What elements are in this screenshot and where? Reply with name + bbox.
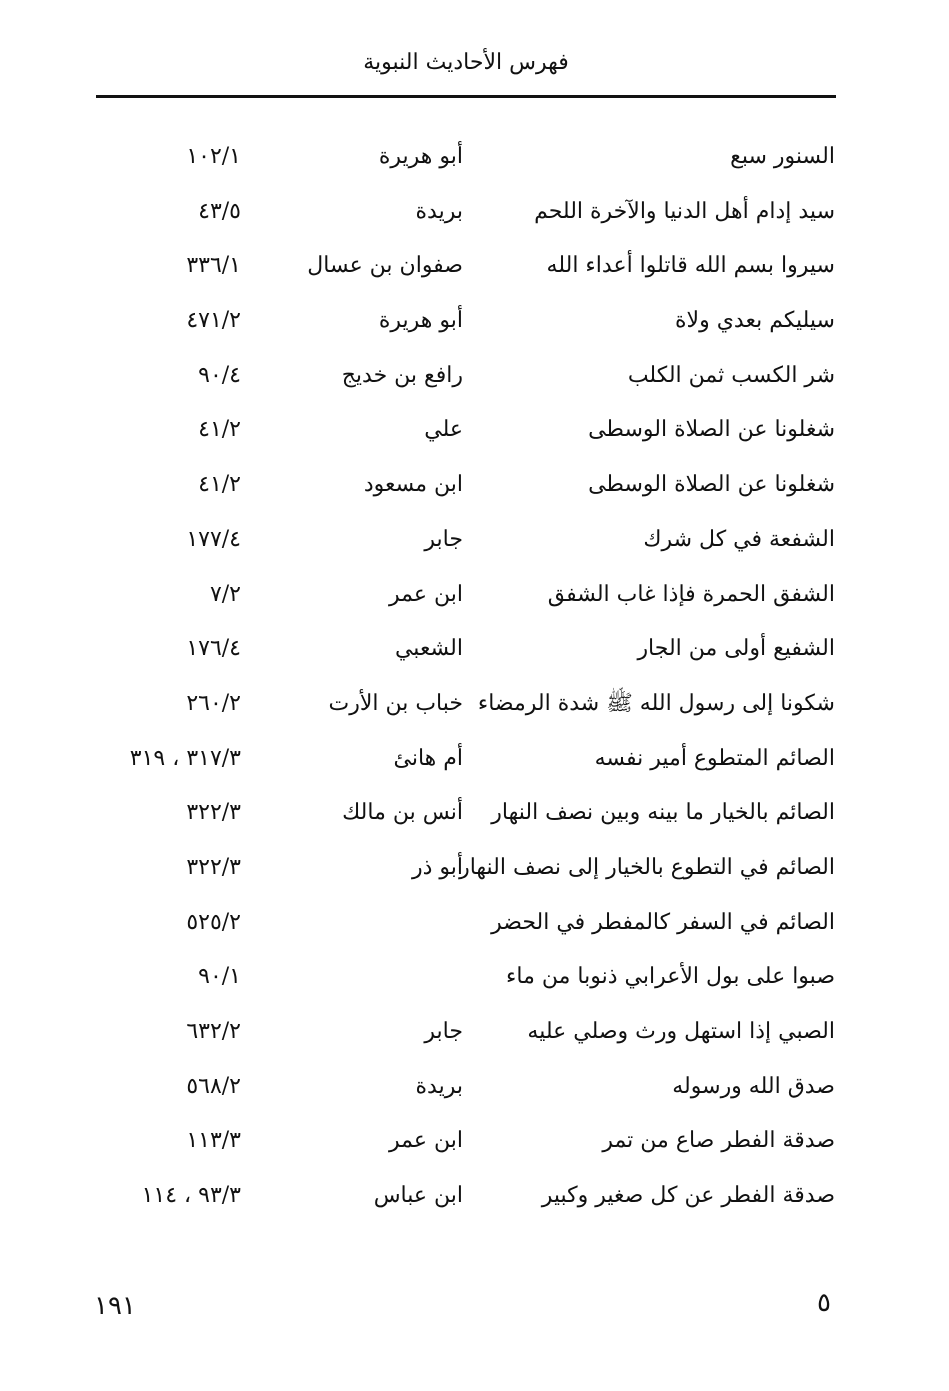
narrator: أم هانئ <box>393 745 463 771</box>
volume-page-reference: ٤٧١/٢ <box>186 308 241 334</box>
volume-page-reference: ٥٢٥/٢ <box>186 909 241 935</box>
volume-page-reference: ٤٣/٥ <box>198 198 241 224</box>
volume-page-reference: ١٠٢/١ <box>186 144 241 169</box>
hadith-text: صدقة الفطر عن كل صغير وكبير <box>541 1183 835 1209</box>
index-entry <box>0 840 949 895</box>
hadith-text: الصائم المتطوع أمير نفسه <box>594 745 835 771</box>
volume-page-reference: ١٧٧/٤ <box>186 526 241 552</box>
index-entry <box>0 457 949 512</box>
narrator: ابن عباس <box>373 1183 463 1209</box>
hadith-text: سيروا بسم الله قاتلوا أعداء الله <box>546 253 835 279</box>
index-entry <box>0 402 949 457</box>
hadith-text: سيليكم بعدي ولاة <box>675 308 835 334</box>
hadith-text: صدق الله ورسوله <box>672 1073 835 1099</box>
volume-page-reference: ١١٣/٣ <box>186 1128 241 1154</box>
narrator: علي <box>424 417 463 443</box>
volume-page-reference: ٣٢٢/٣ <box>186 854 241 880</box>
index-entry <box>0 731 949 786</box>
volume-page-reference: ١٧٦/٤ <box>186 636 241 662</box>
narrator: صفوان بن عسال <box>307 253 463 279</box>
volume-page-reference: ٤١/٢ <box>198 472 241 498</box>
volume-page-reference: ٩٣/٣ ، ١١٤ <box>141 1183 241 1209</box>
narrator: خباب بن الأرت <box>328 690 463 716</box>
index-entry <box>0 1059 949 1114</box>
hadith-text: شغلونا عن الصلاة الوسطى <box>588 472 835 498</box>
volume-page-reference: ٤١/٢ <box>198 417 241 443</box>
hadith-text: الشفيع أولى من الجار <box>637 636 835 662</box>
narrator: أنس بن مالك <box>342 800 463 826</box>
volume-page-reference: ٦٣٢/٢ <box>186 1019 241 1044</box>
index-entry <box>0 785 949 840</box>
narrator: ابن عمر <box>389 581 463 607</box>
narrator: ابن عمر <box>389 1128 463 1154</box>
index-entry <box>0 184 949 239</box>
volume-page-reference: ٩٠/١ <box>198 964 241 990</box>
narrator: بريدة <box>415 1073 463 1099</box>
index-entry <box>0 293 949 348</box>
volume-page-reference: ٣٢٢/٣ <box>186 800 241 826</box>
index-entry <box>0 238 949 293</box>
index-entry <box>0 348 949 403</box>
narrator: جابر <box>424 1019 463 1044</box>
narrator: أبو هريرة <box>378 308 463 334</box>
index-entry <box>0 1168 949 1223</box>
volume-page-reference: ٣١٧/٣ ، ٣١٩ <box>129 745 241 771</box>
hadith-text: الشفعة في كل شرك <box>643 526 835 552</box>
hadith-text: السنور سبع <box>730 144 835 169</box>
hadith-index-list <box>0 129 949 1223</box>
volume-page-reference: ٩٠/٤ <box>198 362 241 388</box>
volume-page-reference: ٥٦٨/٢ <box>186 1073 241 1099</box>
running-head: فهرس الأحاديث النبوية <box>363 50 569 75</box>
hadith-text: صبوا على بول الأعرابي ذنوبا من ماء <box>506 964 835 990</box>
hadith-text: الصائم في السفر كالمفطر في الحضر <box>491 909 835 935</box>
hadith-text: شكونا إلى رسول الله ﷺ شدة الرمضاء <box>477 690 835 716</box>
hadith-text: الشفق الحمرة فإذا غاب الشفق <box>547 581 835 607</box>
hadith-text: شر الكسب ثمن الكلب <box>627 362 835 388</box>
page-number: ١٩١ <box>94 1291 136 1321</box>
index-entry <box>0 512 949 567</box>
volume-page-reference: ٣٣٦/١ <box>186 253 241 279</box>
hadith-text: شغلونا عن الصلاة الوسطى <box>588 417 835 443</box>
narrator: أبو هريرة <box>378 144 463 169</box>
index-entry <box>0 895 949 950</box>
narrator: رافع بن خديج <box>341 362 463 388</box>
narrator: بريدة <box>415 198 463 224</box>
index-entry <box>0 1113 949 1168</box>
volume-page-reference: ٧/٢ <box>209 581 241 607</box>
hadith-text: الصائم في التطوع بالخيار إلى نصف النهار <box>459 854 835 880</box>
index-entry <box>0 567 949 622</box>
index-entry <box>0 949 949 1004</box>
hadith-text: سيد إدام أهل الدنيا والآخرة اللحم <box>534 198 835 224</box>
index-entry <box>0 621 949 676</box>
hadith-text: الصبي إذا استهل ورث وصلي عليه <box>527 1019 835 1044</box>
hadith-text: الصائم بالخيار ما بينه وبين نصف النهار <box>491 800 835 826</box>
narrator: جابر <box>424 526 463 552</box>
volume-page-reference: ٢٦٠/٢ <box>186 690 241 716</box>
narrator: أبو ذر <box>411 854 463 880</box>
index-entry <box>0 1004 949 1059</box>
narrator: ابن مسعود <box>363 472 463 498</box>
narrator: الشعبي <box>394 636 463 662</box>
hadith-text: صدقة الفطر صاع من تمر <box>602 1128 835 1154</box>
signature-mark: ٥ <box>817 1288 831 1318</box>
index-entry <box>0 129 949 184</box>
index-entry <box>0 676 949 731</box>
header-rule <box>96 95 836 98</box>
